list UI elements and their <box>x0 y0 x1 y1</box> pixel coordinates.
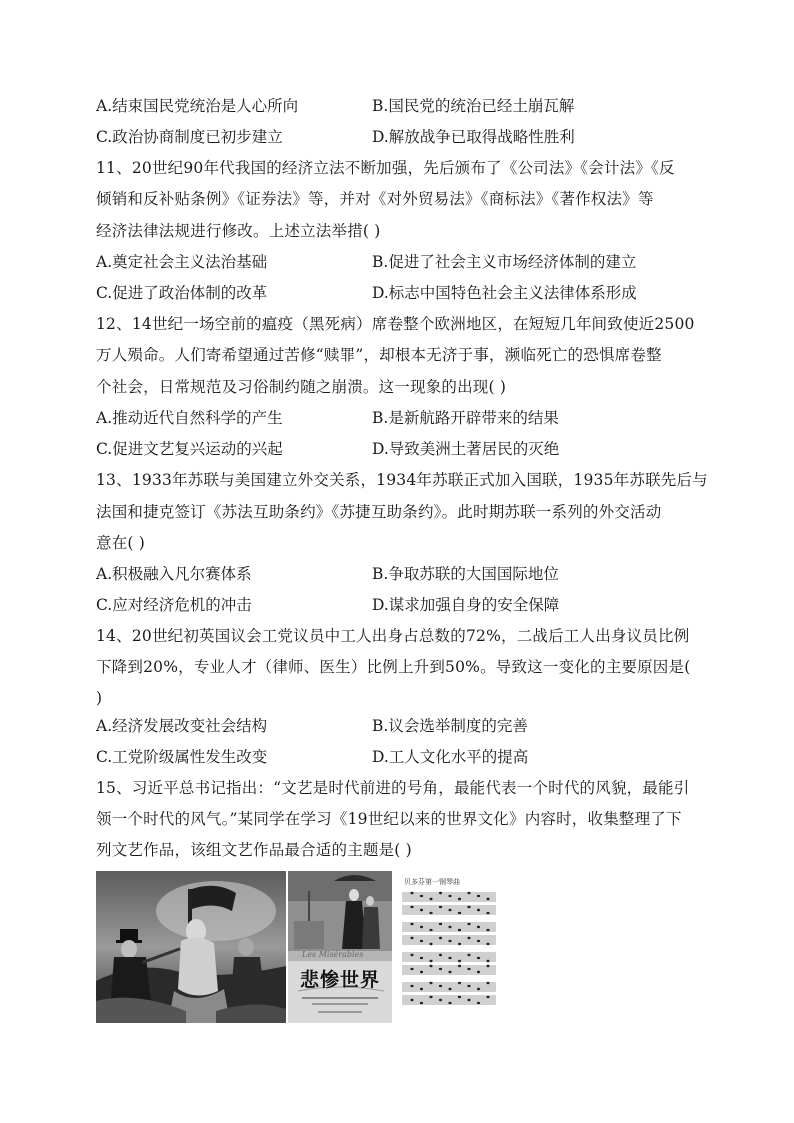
note-head <box>429 898 432 900</box>
note-head <box>458 982 461 984</box>
q12-stem-line-1: 12、14世纪一场空前的瘟疫（黑死病）席卷整个欧洲地区，在短短几年间致使近2500 <box>96 315 695 333</box>
note-head <box>439 999 442 1001</box>
q13-option-b[interactable]: B.争取苏联的大国国际地位 <box>372 565 559 583</box>
note-head <box>477 1002 480 1004</box>
note-head <box>458 960 461 962</box>
q13-option-c[interactable]: C.应对经济危机的冲击 <box>96 596 252 614</box>
q12-option-b[interactable]: B.是新航路开辟带来的结果 <box>372 409 559 427</box>
note-head <box>448 940 451 942</box>
note-head <box>448 988 451 990</box>
note-head <box>467 999 470 1001</box>
book-cover-les-miserables <box>288 871 392 1023</box>
note-head <box>410 892 413 894</box>
q10-option-a[interactable]: A.结束国民党统治是人心所向 <box>96 97 299 115</box>
note-head <box>439 906 442 908</box>
note-head <box>429 996 432 998</box>
note-head <box>429 982 432 984</box>
note-head <box>429 912 432 914</box>
note-head <box>429 965 432 967</box>
book-title: 悲惨世界 <box>299 969 380 991</box>
q15-stem-line-3: 列文艺作品，该组文艺作品最合适的主题是( ) <box>96 841 412 859</box>
note-head <box>448 957 451 959</box>
note-head <box>439 954 442 956</box>
q12-stem-line-2: 万人殒命。人们寄希望通过苦修“赎罪”，却根本无济于事，濒临死亡的恐惧席卷整 <box>96 346 662 364</box>
q12-stem-line-3: 个社会，日常规范及习俗制约随之崩溃。这一现象的出现( ) <box>96 378 507 396</box>
note-head <box>458 898 461 900</box>
q13-option-d[interactable]: D.谋求加强自身的安全保障 <box>372 596 560 614</box>
note-head <box>486 929 489 931</box>
note-head <box>420 895 423 897</box>
note-head <box>467 892 470 894</box>
note-head <box>486 965 489 967</box>
q15-stem-line-2: 领一个时代的风气。”某同学在学习《19世纪以来的世界文化》内容时，收集整理了下 <box>96 810 682 828</box>
note-head <box>429 960 432 962</box>
note-head <box>410 954 413 956</box>
q11-stem-line-1: 11、20世纪90年代我国的经济立法不断加强，先后颁布了《公司法》《会计法》《反 <box>96 159 675 177</box>
q14-stem-line-1: 14、20世纪初英国议会工党议员中工人出身占总数的72%，二战后工人出身议员比例 <box>96 627 690 645</box>
note-head <box>467 954 470 956</box>
score-title: 贝多芬第一钢琴曲 <box>404 878 460 886</box>
q12-option-d[interactable]: D.导致美洲土著居民的灭绝 <box>372 440 560 458</box>
painting-liberty-leading-the-people <box>96 871 286 1023</box>
note-head <box>458 912 461 914</box>
note-head <box>410 985 413 987</box>
q13-stem-line-2: 法国和捷克签订《苏法互助条约》《苏捷互助条约》。此时期苏联一系列的外交活动 <box>96 503 662 521</box>
q14-option-c[interactable]: C.工党阶级属性发生改变 <box>96 748 268 766</box>
q10-option-b[interactable]: B.国民党的统治已经土崩瓦解 <box>372 97 575 115</box>
note-head <box>477 940 480 942</box>
note-head <box>477 957 480 959</box>
note-head <box>477 895 480 897</box>
note-head <box>420 940 423 942</box>
note-head <box>458 929 461 931</box>
note-head <box>410 906 413 908</box>
note-head <box>448 926 451 928</box>
q11-option-a[interactable]: A.奠定社会主义法治基础 <box>96 253 268 271</box>
q11-option-b[interactable]: B.促进了社会主义市场经济体制的建立 <box>372 253 637 271</box>
note-head <box>448 1002 451 1004</box>
note-head <box>467 968 470 970</box>
note-head <box>410 923 413 925</box>
note-head <box>467 923 470 925</box>
q13-stem-line-1: 13、1933年苏联与美国建立外交关系，1934年苏联正式加入国联，1935年苏联先后与 <box>96 471 708 489</box>
note-head <box>477 926 480 928</box>
note-head <box>439 985 442 987</box>
note-head <box>439 937 442 939</box>
q14-stem-line-2: 下降到20%，专业人才（律师、医生）比例上升到50%。导致这一变化的主要原因是( <box>96 658 691 676</box>
note-head <box>477 988 480 990</box>
q14-option-a[interactable]: A.经济发展改变社会结构 <box>96 717 268 735</box>
q11-stem-line-2: 倾销和反补贴条例》《证券法》等，并对《对外贸易法》《商标法》《著作权法》等 <box>96 190 654 208</box>
q10-option-c[interactable]: C.政治协商制度已初步建立 <box>96 128 283 146</box>
q12-option-a[interactable]: A.推动近代自然科学的产生 <box>96 409 283 427</box>
note-head <box>486 898 489 900</box>
note-head <box>420 926 423 928</box>
note-head <box>458 965 461 967</box>
note-head <box>420 909 423 911</box>
note-head <box>477 909 480 911</box>
note-head <box>439 892 442 894</box>
note-head <box>467 906 470 908</box>
note-head <box>486 943 489 945</box>
note-head <box>448 895 451 897</box>
note-head <box>410 999 413 1001</box>
note-head <box>486 912 489 914</box>
note-head <box>410 937 413 939</box>
svg-text:Les Misérables: Les Misérables <box>302 950 364 959</box>
q15-stem-line-1: 15、习近平总书记指出：“文艺是时代前进的号角，最能代表一个时代的风貌，最能引 <box>96 779 690 797</box>
q11-option-c[interactable]: C.促进了政治体制的改革 <box>96 284 268 302</box>
note-head <box>420 971 423 973</box>
note-head <box>486 982 489 984</box>
q10-option-d[interactable]: D.解放战争已取得战略性胜利 <box>372 128 575 146</box>
q11-stem-line-3: 经济法律法规进行修改。上述立法举措( ) <box>96 222 381 240</box>
q14-option-b[interactable]: B.议会选举制度的完善 <box>372 717 528 735</box>
note-head <box>439 968 442 970</box>
q14-stem-line-3: ) <box>96 689 103 707</box>
note-head <box>429 929 432 931</box>
q11-option-d[interactable]: D.标志中国特色社会主义法律体系形成 <box>372 284 637 302</box>
note-head <box>486 996 489 998</box>
sheet-music-piano-score <box>394 871 502 1023</box>
note-head <box>439 923 442 925</box>
q12-option-c[interactable]: C.促进文艺复兴运动的兴起 <box>96 440 283 458</box>
note-head <box>420 988 423 990</box>
note-head <box>486 960 489 962</box>
note-head <box>458 943 461 945</box>
note-head <box>429 943 432 945</box>
note-head <box>477 971 480 973</box>
q13-option-a[interactable]: A.积极融入凡尔赛体系 <box>96 565 252 583</box>
q13-stem-line-3: 意在( ) <box>96 534 146 552</box>
note-head <box>467 937 470 939</box>
note-head <box>448 909 451 911</box>
note-head <box>467 985 470 987</box>
q14-option-d[interactable]: D.工人文化水平的提高 <box>372 748 529 766</box>
note-head <box>458 996 461 998</box>
note-head <box>420 1002 423 1004</box>
note-head <box>448 971 451 973</box>
note-head <box>420 957 423 959</box>
note-head <box>410 968 413 970</box>
